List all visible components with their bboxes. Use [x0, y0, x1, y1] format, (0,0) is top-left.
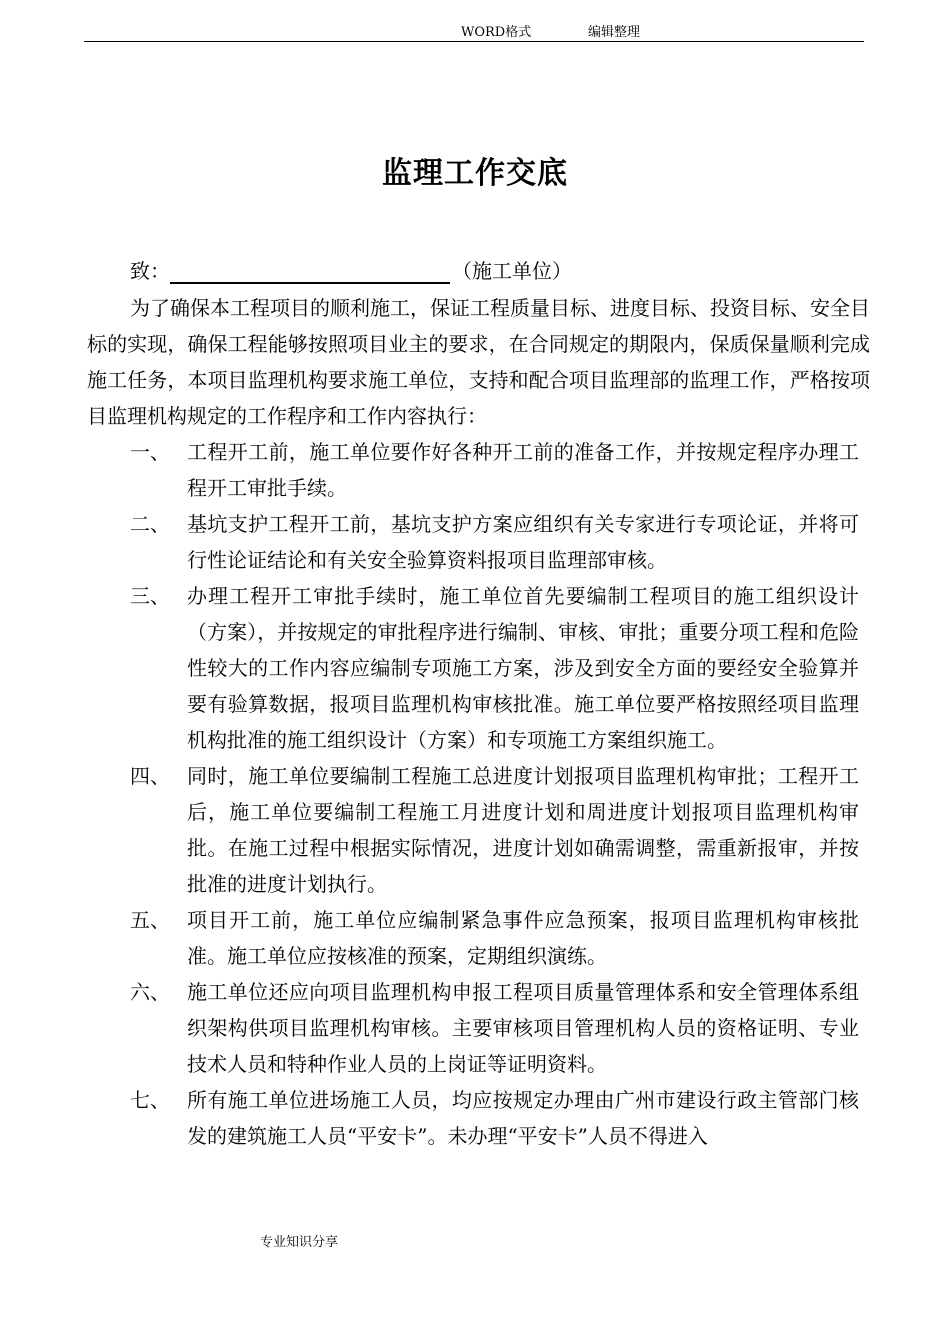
- item-number: 四、: [130, 764, 170, 788]
- item-number: 三、: [130, 584, 170, 608]
- item-number: 一、: [130, 440, 170, 464]
- list-item: [0, 434, 950, 506]
- document-title: 监理工作交底: [382, 156, 568, 191]
- list-item: [0, 758, 950, 902]
- item-text: 基坑支护工程开工前，基坑支护方案应组织有关专家进行专项论证，并将可行性论证结论和有关安全验算资料报项目监理部审核。: [187, 512, 859, 572]
- recipient-blank: [170, 256, 450, 284]
- intro-paragraph: 为了确保本工程项目的顺利施工，保证工程质量目标、进度目标、投资目标、安全目标的实现，确保工程能够按照项目业主的要求，在合同规定的期限内，保质保量顺利完成施工任务，本项目监理机构要求施工单位，支持和配合项目监理部的监理工作，严格按项目监理机构规定的工作程序和工作内容执行：: [87, 296, 870, 428]
- recipient-line: [130, 254, 572, 288]
- item-number: 二、: [130, 512, 170, 536]
- list-item: [0, 578, 950, 758]
- item-text: 所有施工单位进场施工人员，均应按规定办理由广州市建设行政主管部门核发的建筑施工人员“平安卡”。未办理“平安卡”人员不得进入: [187, 1088, 859, 1148]
- recipient-suffix: （施工单位）: [452, 259, 572, 283]
- item-number: 五、: [130, 908, 170, 932]
- item-text: 项目开工前，施工单位应编制紧急事件应急预案，报项目监理机构审核批准。施工单位应按核准的预案，定期组织演练。: [187, 908, 859, 968]
- header-format-label: WORD格式: [461, 25, 532, 40]
- item-text: 施工单位还应向项目监理机构申报工程项目质量管理体系和安全管理体系组织架构供项目监理机构审核。主要审核项目管理机构人员的资格证明、专业技术人员和特种作业人员的上岗证等证明资料。: [187, 980, 859, 1076]
- list-item: [0, 1082, 950, 1154]
- requirement-list: [0, 434, 950, 1154]
- item-text: 同时，施工单位要编制工程施工总进度计划报项目监理机构审批；工程开工后，施工单位要编制工程施工月进度计划和周进度计划报项目监理机构审批。在施工过程中根据实际情况，进度计划如确需调整，需重新报审，并按批准的进度计划执行。: [187, 764, 859, 896]
- list-item: [0, 902, 950, 974]
- list-item: [0, 974, 950, 1082]
- page-footer: 专业知识分享: [260, 1235, 339, 1250]
- item-number: 七、: [130, 1088, 170, 1112]
- recipient-prefix: 致：: [130, 259, 170, 283]
- page-header: [84, 24, 864, 42]
- item-number: 六、: [130, 980, 170, 1004]
- header-edit-label: 编辑整理: [588, 25, 641, 40]
- list-item: [0, 506, 950, 578]
- item-text: 工程开工前，施工单位要作好各种开工前的准备工作，并按规定程序办理工程开工审批手续。: [187, 440, 859, 500]
- item-text: 办理工程开工审批手续时，施工单位首先要编制工程项目的施工组织设计（方案），并按规定的审批程序进行编制、审核、审批；重要分项工程和危险性较大的工作内容应编制专项施工方案，涉及到安全方面的要经安全验算并要有验算数据，报项目监理机构审核批准。施工单位要严格按照经项目监理机构批准的施工组织设计（方案）和专项施工方案组织施工。: [187, 584, 859, 752]
